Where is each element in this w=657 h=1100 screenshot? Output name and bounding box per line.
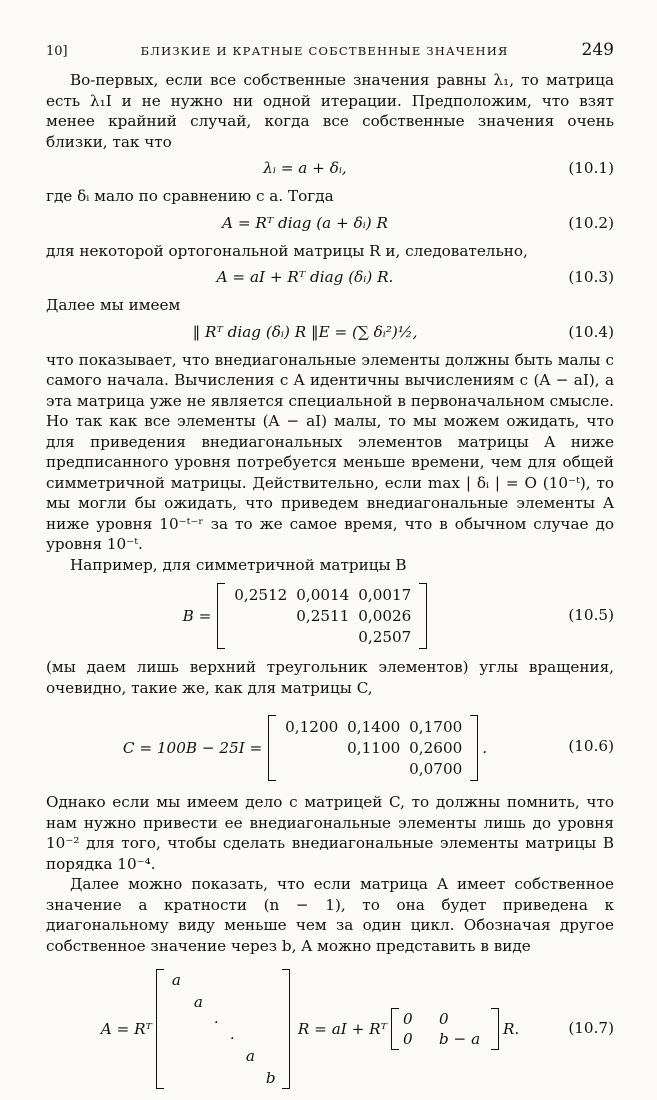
matrix-cell: 0,2511 bbox=[296, 606, 350, 625]
matrix-cell: 0,0700 bbox=[409, 759, 463, 778]
diag-entry: a bbox=[193, 993, 203, 1011]
right-bracket bbox=[282, 969, 290, 1089]
matrix-cell: 0,1100 bbox=[347, 738, 401, 757]
paragraph-3: для некоторой ортогональной матрицы R и, следовательно, bbox=[46, 241, 528, 260]
left-bracket bbox=[156, 969, 164, 1089]
diag-entry: a bbox=[245, 1047, 255, 1065]
matrix-cell: 0,1200 bbox=[285, 717, 339, 736]
paragraph-4: Далее мы имеем bbox=[46, 296, 181, 314]
equation-10-7 bbox=[46, 964, 614, 1094]
paragraph-6: Например, для симметричной матрицы B bbox=[70, 555, 407, 574]
equation-middle: R = aI + Rᵀ bbox=[297, 1019, 387, 1038]
block-cell: 0 bbox=[402, 1010, 413, 1028]
diag-entry: b bbox=[265, 1069, 276, 1087]
block-cell: 0 bbox=[402, 1030, 413, 1048]
equation-10-2 bbox=[46, 211, 614, 235]
equation-lhs: A = Rᵀ bbox=[100, 1019, 152, 1038]
matrix-cell: 0,1700 bbox=[409, 717, 463, 736]
paragraph-8: Однако если мы имеем дело с матрицей C, то должны помнить, что нам нужно привести ее внедиагональные элементы лишь до уровня 10⁻² для того, чтобы сделать внедиагональные элементы матрицы B порядка 10⁻⁴. bbox=[46, 793, 614, 873]
matrix-cell: 0,2512 bbox=[234, 585, 288, 604]
equation-10-6 bbox=[46, 710, 614, 786]
equation-10-4 bbox=[46, 320, 614, 344]
matrix-cell bbox=[280, 759, 342, 780]
matrix-cell bbox=[342, 759, 404, 780]
equation-body: A = Rᵀ diag (a + δᵢ) R bbox=[222, 213, 388, 232]
right-bracket bbox=[470, 715, 478, 781]
left-bracket bbox=[268, 715, 276, 781]
equation-number: (10.4) bbox=[568, 322, 614, 341]
block-cell: 0 bbox=[438, 1010, 449, 1028]
matrix-b bbox=[225, 585, 419, 648]
matrix-cell bbox=[280, 738, 342, 759]
diag-dot: · bbox=[229, 1029, 235, 1047]
equation-lhs: B = bbox=[182, 606, 212, 625]
equation-number: (10.7) bbox=[568, 1019, 614, 1037]
equation-number: (10.1) bbox=[568, 159, 614, 177]
equation-body: λᵢ = a + δᵢ, bbox=[263, 159, 347, 177]
left-bracket-small bbox=[391, 1008, 399, 1050]
equation-body: A = aI + Rᵀ diag (δᵢ) R. bbox=[216, 268, 394, 286]
paragraph-7: (мы даем лишь верхний треугольник элементов) углы вращения, очевидно, такие же, как для матрицы C, bbox=[46, 658, 614, 697]
equation-number: (10.5) bbox=[568, 606, 614, 624]
equation-tail: . bbox=[482, 738, 488, 757]
matrix-cell bbox=[229, 606, 291, 627]
page-number: 249 bbox=[581, 40, 614, 60]
equation-number: (10.2) bbox=[568, 213, 614, 232]
diagonal-matrix bbox=[168, 966, 278, 1092]
running-title: БЛИЗКИЕ И КРАТНЫЕ СОБСТВЕННЫЕ ЗНАЧЕНИЯ bbox=[140, 44, 509, 58]
equation-10-1 bbox=[46, 156, 614, 180]
matrix-cell bbox=[229, 627, 291, 648]
equation-lhs: C = 100B − 25I = bbox=[122, 738, 263, 757]
section-number: 10] bbox=[46, 44, 68, 59]
matrix-cell bbox=[291, 627, 353, 648]
block-matrix bbox=[399, 1009, 491, 1049]
left-bracket bbox=[217, 583, 225, 649]
matrix-cell: 0,2600 bbox=[409, 738, 463, 757]
equation-10-5 bbox=[46, 581, 614, 651]
block-cell: b − a bbox=[438, 1030, 481, 1048]
equation-body: ‖ Rᵀ diag (δᵢ) R ‖E = (∑ δᵢ²)½, bbox=[192, 322, 418, 341]
paragraph-9: Далее можно показать, что если матрица A имеет собственное значение a кратности (n − 1), то она будет приведена к диагональному виду меньше чем за один цикл. Обозначая другое собственное значение через b, A можно представить в виде bbox=[46, 875, 614, 955]
paragraph-5: что показывает, что внедиагональные элементы должны быть малы с самого начала. Вычисления с A идентичны вычислениям с (A − aI), а эта матрица уже не является специальной в первоначальном смысле. Но так как все элементы (A − aI) малы, то мы можем ожидать, что для приведения внедиагональных элементов матрицы A ниже предписанного уровня потребуется меньше времени, чем для общей симметричной матрицы. Действительно, если max | δᵢ | = O (10⁻ᵗ), то мы могли бы ожидать, что приведем внедиагональные элементы A ниже уровня 10⁻ᵗ⁻ʳ за то же самое время, что в обычном случае до уровня 10⁻ᵗ. bbox=[46, 350, 614, 553]
equation-10-3 bbox=[46, 265, 614, 289]
right-bracket-small bbox=[491, 1008, 499, 1050]
matrix-cell: 0,1400 bbox=[347, 717, 401, 736]
matrix-cell: 0,0017 bbox=[358, 585, 412, 604]
matrix-cell: 0,0026 bbox=[358, 606, 412, 625]
page bbox=[46, 40, 614, 1100]
diag-dot: · bbox=[213, 1013, 219, 1031]
paragraph-2: где δᵢ мало по сравнению с a. Тогда bbox=[46, 187, 334, 205]
matrix-cell: 0,2507 bbox=[358, 627, 412, 646]
matrix-cell: 0,0014 bbox=[296, 585, 350, 604]
equation-number: (10.6) bbox=[568, 737, 614, 755]
equation-tail: R. bbox=[502, 1019, 520, 1038]
equation-number: (10.3) bbox=[568, 268, 614, 286]
running-header bbox=[46, 40, 614, 70]
right-bracket bbox=[419, 583, 427, 649]
matrix-c bbox=[276, 717, 470, 780]
diag-entry: a bbox=[171, 971, 181, 989]
paragraph-1: Во-первых, если все собственные значения равны λ₁, то матрица есть λ₁I и не нужно ни одной итерации. Предположим, что взят менее крайний случай, когда все собственные значения очень близки, так что bbox=[46, 71, 614, 151]
